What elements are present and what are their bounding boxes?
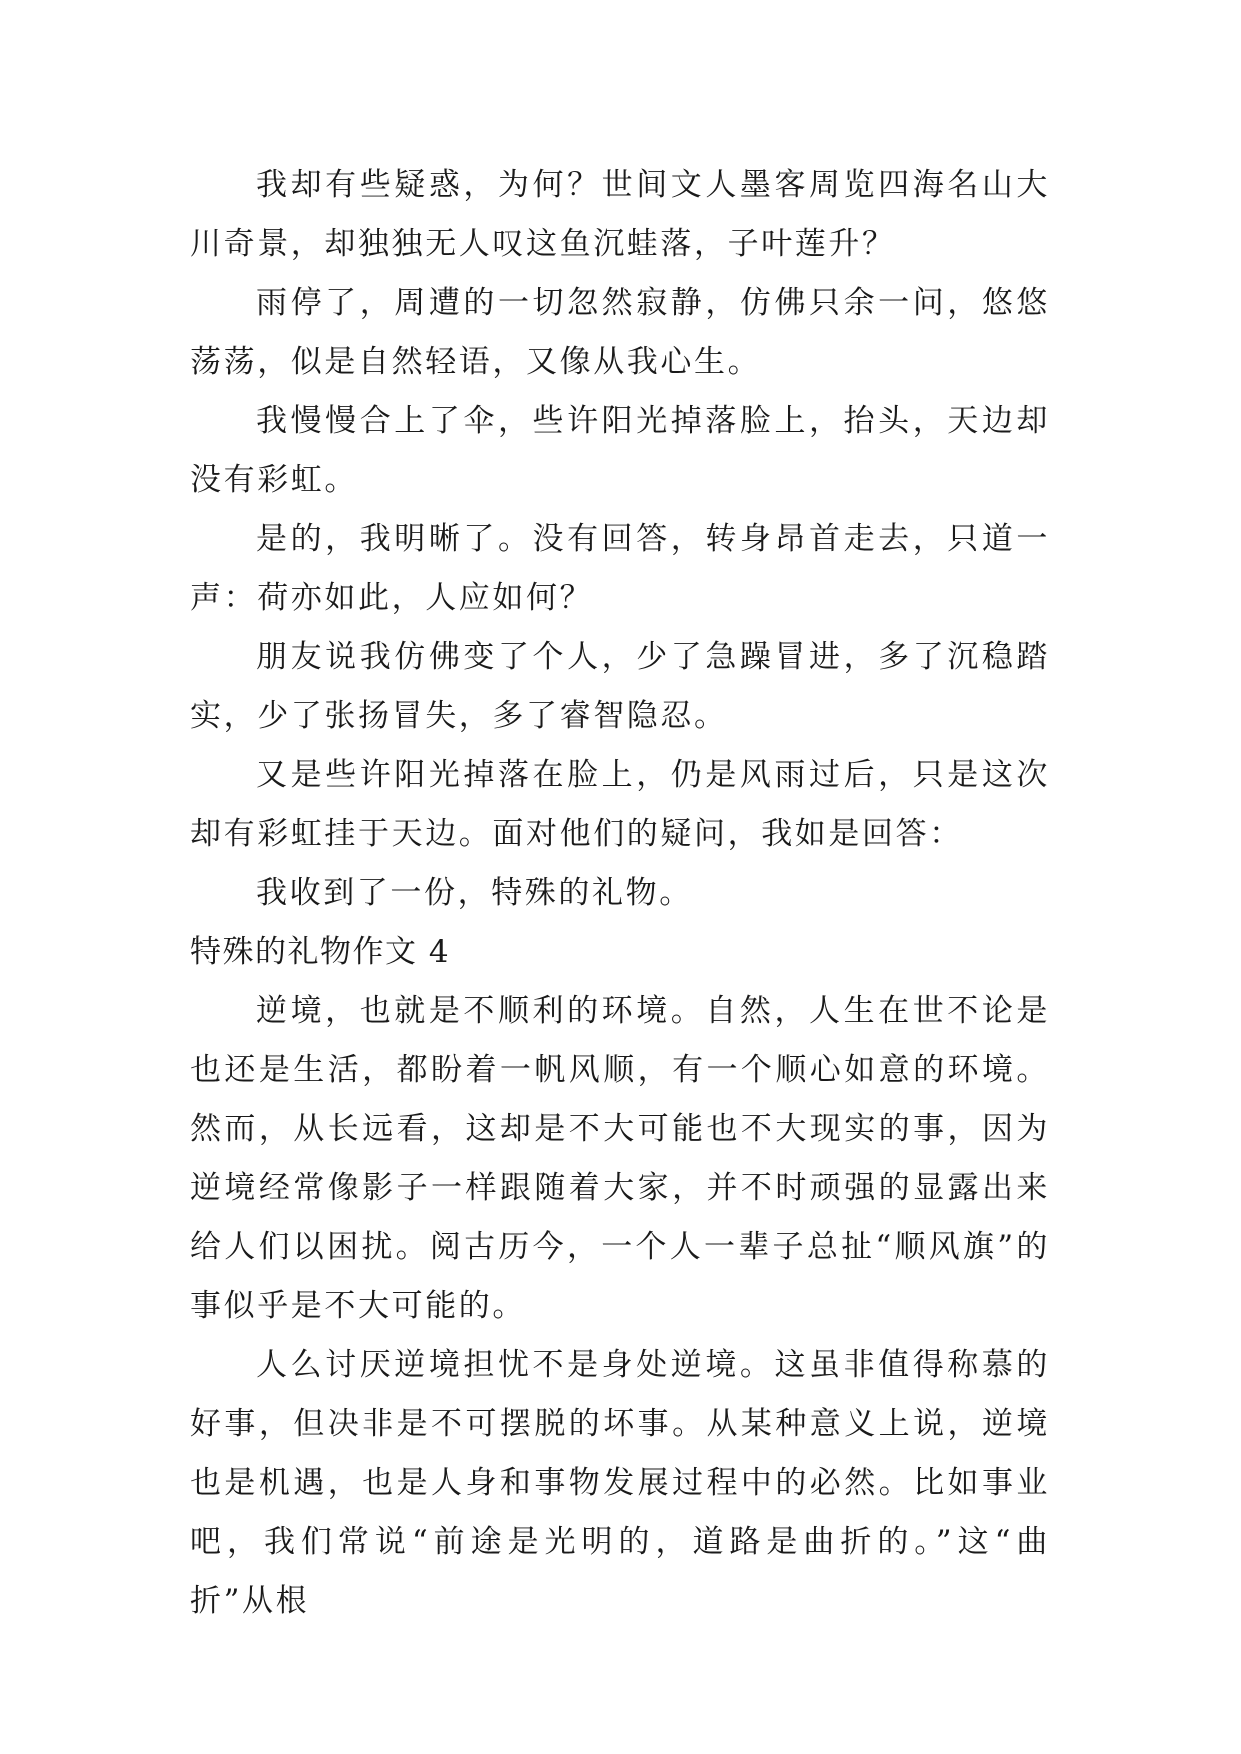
paragraph: 人么讨厌逆境担忧不是身处逆境。这虽非值得称慕的好事，但决非是不可摆脱的坏事。从某种意义上说，逆境也是机遇，也是人身和事物发展过程中的必然。比如事业吧，我们常说“前途是光明的，道路是曲折的。”这“曲折”从根 <box>190 1347 1050 1619</box>
paragraph: 我收到了一份，特殊的礼物。 <box>256 875 693 911</box>
document-body <box>190 156 1050 1631</box>
paragraph: 是的，我明晰了。没有回答，转身昂首走去，只道一声：荷亦如此，人应如何？ <box>190 521 1050 616</box>
paragraph: 朋友说我仿佛变了个人，少了急躁冒进，多了沉稳踏实，少了张扬冒失，多了睿智隐忍。 <box>190 639 1050 734</box>
paragraph: 又是些许阳光掉落在脸上，仍是风雨过后，只是这次却有彩虹挂于天边。面对他们的疑问，我如是回答： <box>190 757 1050 852</box>
paragraph: 逆境，也就是不顺利的环境。自然，人生在世不论是也还是生活，都盼着一帆风顺，有一个顺心如意的环境。然而，从长远看，这却是不大可能也不大现实的事，因为逆境经常像影子一样跟随着大家，并不时顽强的显露出来给人们以困扰。阅古历今，一个人一辈子总扯“顺风旗”的事似乎是不大可能的。 <box>190 993 1050 1324</box>
paragraph: 我慢慢合上了伞，些许阳光掉落脸上，抬头，天边却没有彩虹。 <box>190 403 1050 498</box>
section-heading: 特殊的礼物作文 4 <box>190 934 451 970</box>
paragraph: 我却有些疑惑，为何？世间文人墨客周览四海名山大川奇景，却独独无人叹这鱼沉蛙落，子叶莲升？ <box>190 167 1050 262</box>
paragraph: 雨停了，周遭的一切忽然寂静，仿佛只余一问，悠悠荡荡，似是自然轻语，又像从我心生。 <box>190 285 1050 380</box>
